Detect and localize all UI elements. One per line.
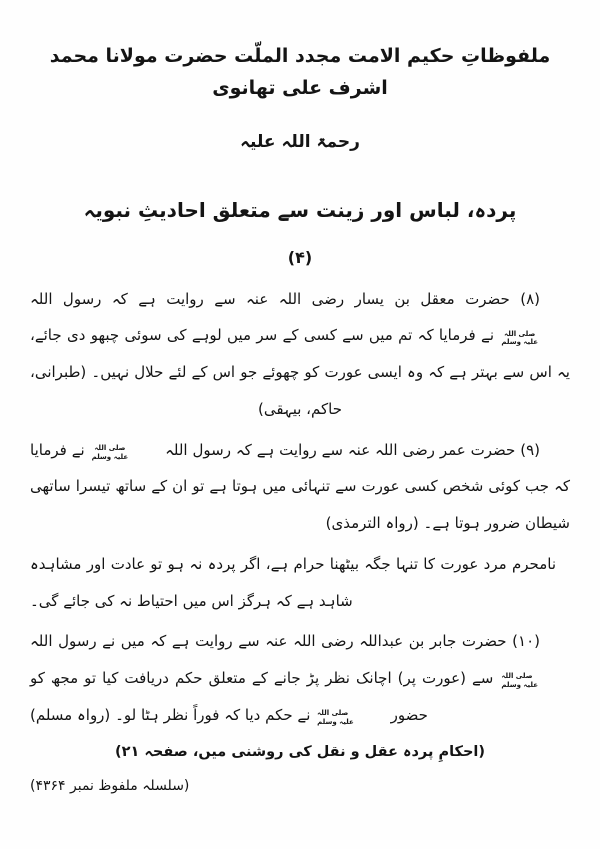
sallallahu-seal-icon [317,709,384,727]
hadith-9-text-b: نے فرمایا کہ جب کوئی شخص کسی عورت سے تنہائی میں ہوتا ہے تو ان کے ساتھ تیسرا ساتھی شیطان ضرور ہوتا ہے۔ [30,440,570,533]
sallallahu-seal-icon [92,444,159,462]
hadith-entry-10 [30,623,570,733]
commentary-note: نامحرم مرد عورت کا تنہا جگہ بیٹھنا حرام ہے، اگر پردہ نہ ہو تو عادت اور مشاہدہ شاہد ہے کہ ہرگز اس میں احتیاط نہ کی جائے گی۔ [30,554,556,610]
sallallahu-seal-bottom: علیہ وسلم [501,681,538,690]
sallallahu-seal-icon [501,330,568,348]
part-number: (۴) [287,247,313,267]
hadith-entry-9 [30,432,570,542]
hadith-entry-8 [30,281,570,428]
page-title: ملفوظاتِ حکیم الامت مجدد الملّت حضرت مولانا محمد اشرف علی تھانوی [49,45,551,100]
sallallahu-seal-top: صلی اللہ [94,443,126,452]
hadith-10-number: (۱۰) [512,632,540,651]
book-reference: (احکامِ پردہ عقل و نقل کی روشنی میں، صفحہ ۲۱) [114,743,485,760]
sallallahu-seal-top: صلی اللہ [317,709,349,718]
section-heading: پردہ، لباس اور زینت سے متعلق احادیثِ نبویہ [83,197,517,222]
sallallahu-seal-top: صلی اللہ [504,329,536,338]
hadith-10-text-b: سے (عورت پر) اچانک نظر پڑ جانے کے متعلق حکم دریافت کیا تو مجھ کو حضور [30,669,494,724]
hadith-8-text-a: حضرت معقل بن یسار رضی اللہ عنہ سے روایت ہے کہ رسول اللہ [30,289,510,308]
hadith-8-number: (۸) [520,289,540,308]
hadith-8-citation: (طبرانی، حاکم، بیہقی) [30,363,342,418]
body-text [30,281,570,734]
sallallahu-seal-top: صلی اللہ [501,672,533,681]
hadith-9-citation: (رواہ الترمذی) [325,514,419,533]
sallallahu-seal-bottom: علیہ وسلم [91,452,129,461]
sallallahu-seal-icon [501,672,568,690]
hadith-10-citation: (رواہ مسلم) [30,705,111,724]
hadith-10-text-a: حضرت جابر بن عبداللہ رضی اللہ عنہ سے روایت ہے کہ میں نے رسول اللہ [30,632,507,651]
hadith-8-text-b: نے فرمایا کہ تم میں سے کسی کے سر میں لوہے کی سوئی چبھو دی جائے، یہ اس سے بہتر ہے کہ وہ ایسی عورت کو چھوئے جو اس کے لئے حلال نہیں۔ [30,326,570,382]
series-number-note: (سلسلہ ملفوظ نمبر ۴۳۶۴) [30,777,190,794]
sallallahu-seal-bottom: علیہ وسلم [317,717,354,726]
hadith-9-number: (۹) [520,440,540,459]
honorific-line: رحمۃ اللہ علیہ [240,131,360,152]
hadith-10-text-c: نے حکم دیا کہ فوراً نظر ہٹا لو۔ [115,705,311,724]
sallallahu-seal-bottom: علیہ وسلم [501,338,538,347]
hadith-9-text-a: حضرت عمر رضی اللہ عنہ سے روایت ہے کہ رسول اللہ [165,440,516,459]
